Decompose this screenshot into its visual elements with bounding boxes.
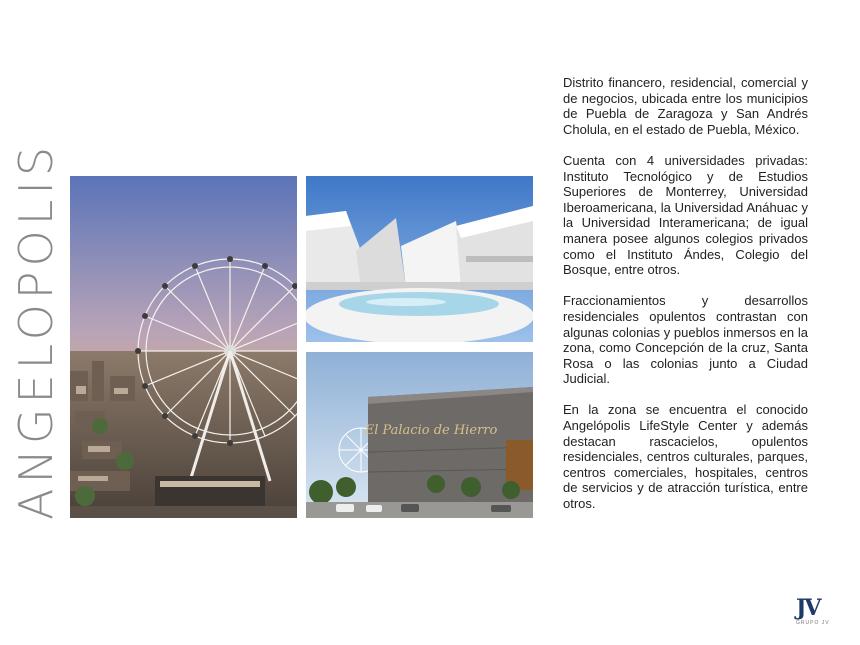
page-title: ANGELOPOLIS xyxy=(9,141,63,520)
logo-mark: JV xyxy=(796,595,820,621)
ferris-wheel-photo xyxy=(70,176,297,518)
paragraph-universities: Cuenta con 4 universidades privadas: Instituto Tecnológico y de Estudios Superiores de Monterrey, Universidad Iberoamericana, la Universidad Anáhuac y la Universidad Interamericana; de igual manera posee algunos colegios privados como el Instituto Ándes, Colegio del Bosque, entre otros. xyxy=(563,152,808,278)
paragraph-residential: Fraccionamientos y desarrollos residenciales opulentos contrastan con algunas colonias y pueblos inmersos en la zona, como Concepción de la cruz, Santa Rosa o las colonias junto a Ciudad Judicial. xyxy=(563,293,808,387)
paragraph-attractions: En la zona se encuentra el conocido Angelópolis LifeStyle Center y además destacan rascacielos, opulentos residenciales, centros culturales, parques, centros comerciales, hospitales, centros de servicios y de atracción turística, entre otros. xyxy=(563,402,808,512)
logo-subtitle: GRUPO JV xyxy=(796,620,830,626)
company-logo xyxy=(796,596,836,630)
museum-photo xyxy=(306,176,533,342)
mall-sign-text: El Palacio de Hierro xyxy=(364,423,498,438)
description-text xyxy=(563,75,808,527)
mall-photo xyxy=(306,352,533,518)
paragraph-location: Distrito financero, residencial, comercial y de negocios, ubicada entre los municipios de Puebla de Zaragoza y San Andrés Cholula, en el estado de Puebla, México. xyxy=(563,75,808,137)
